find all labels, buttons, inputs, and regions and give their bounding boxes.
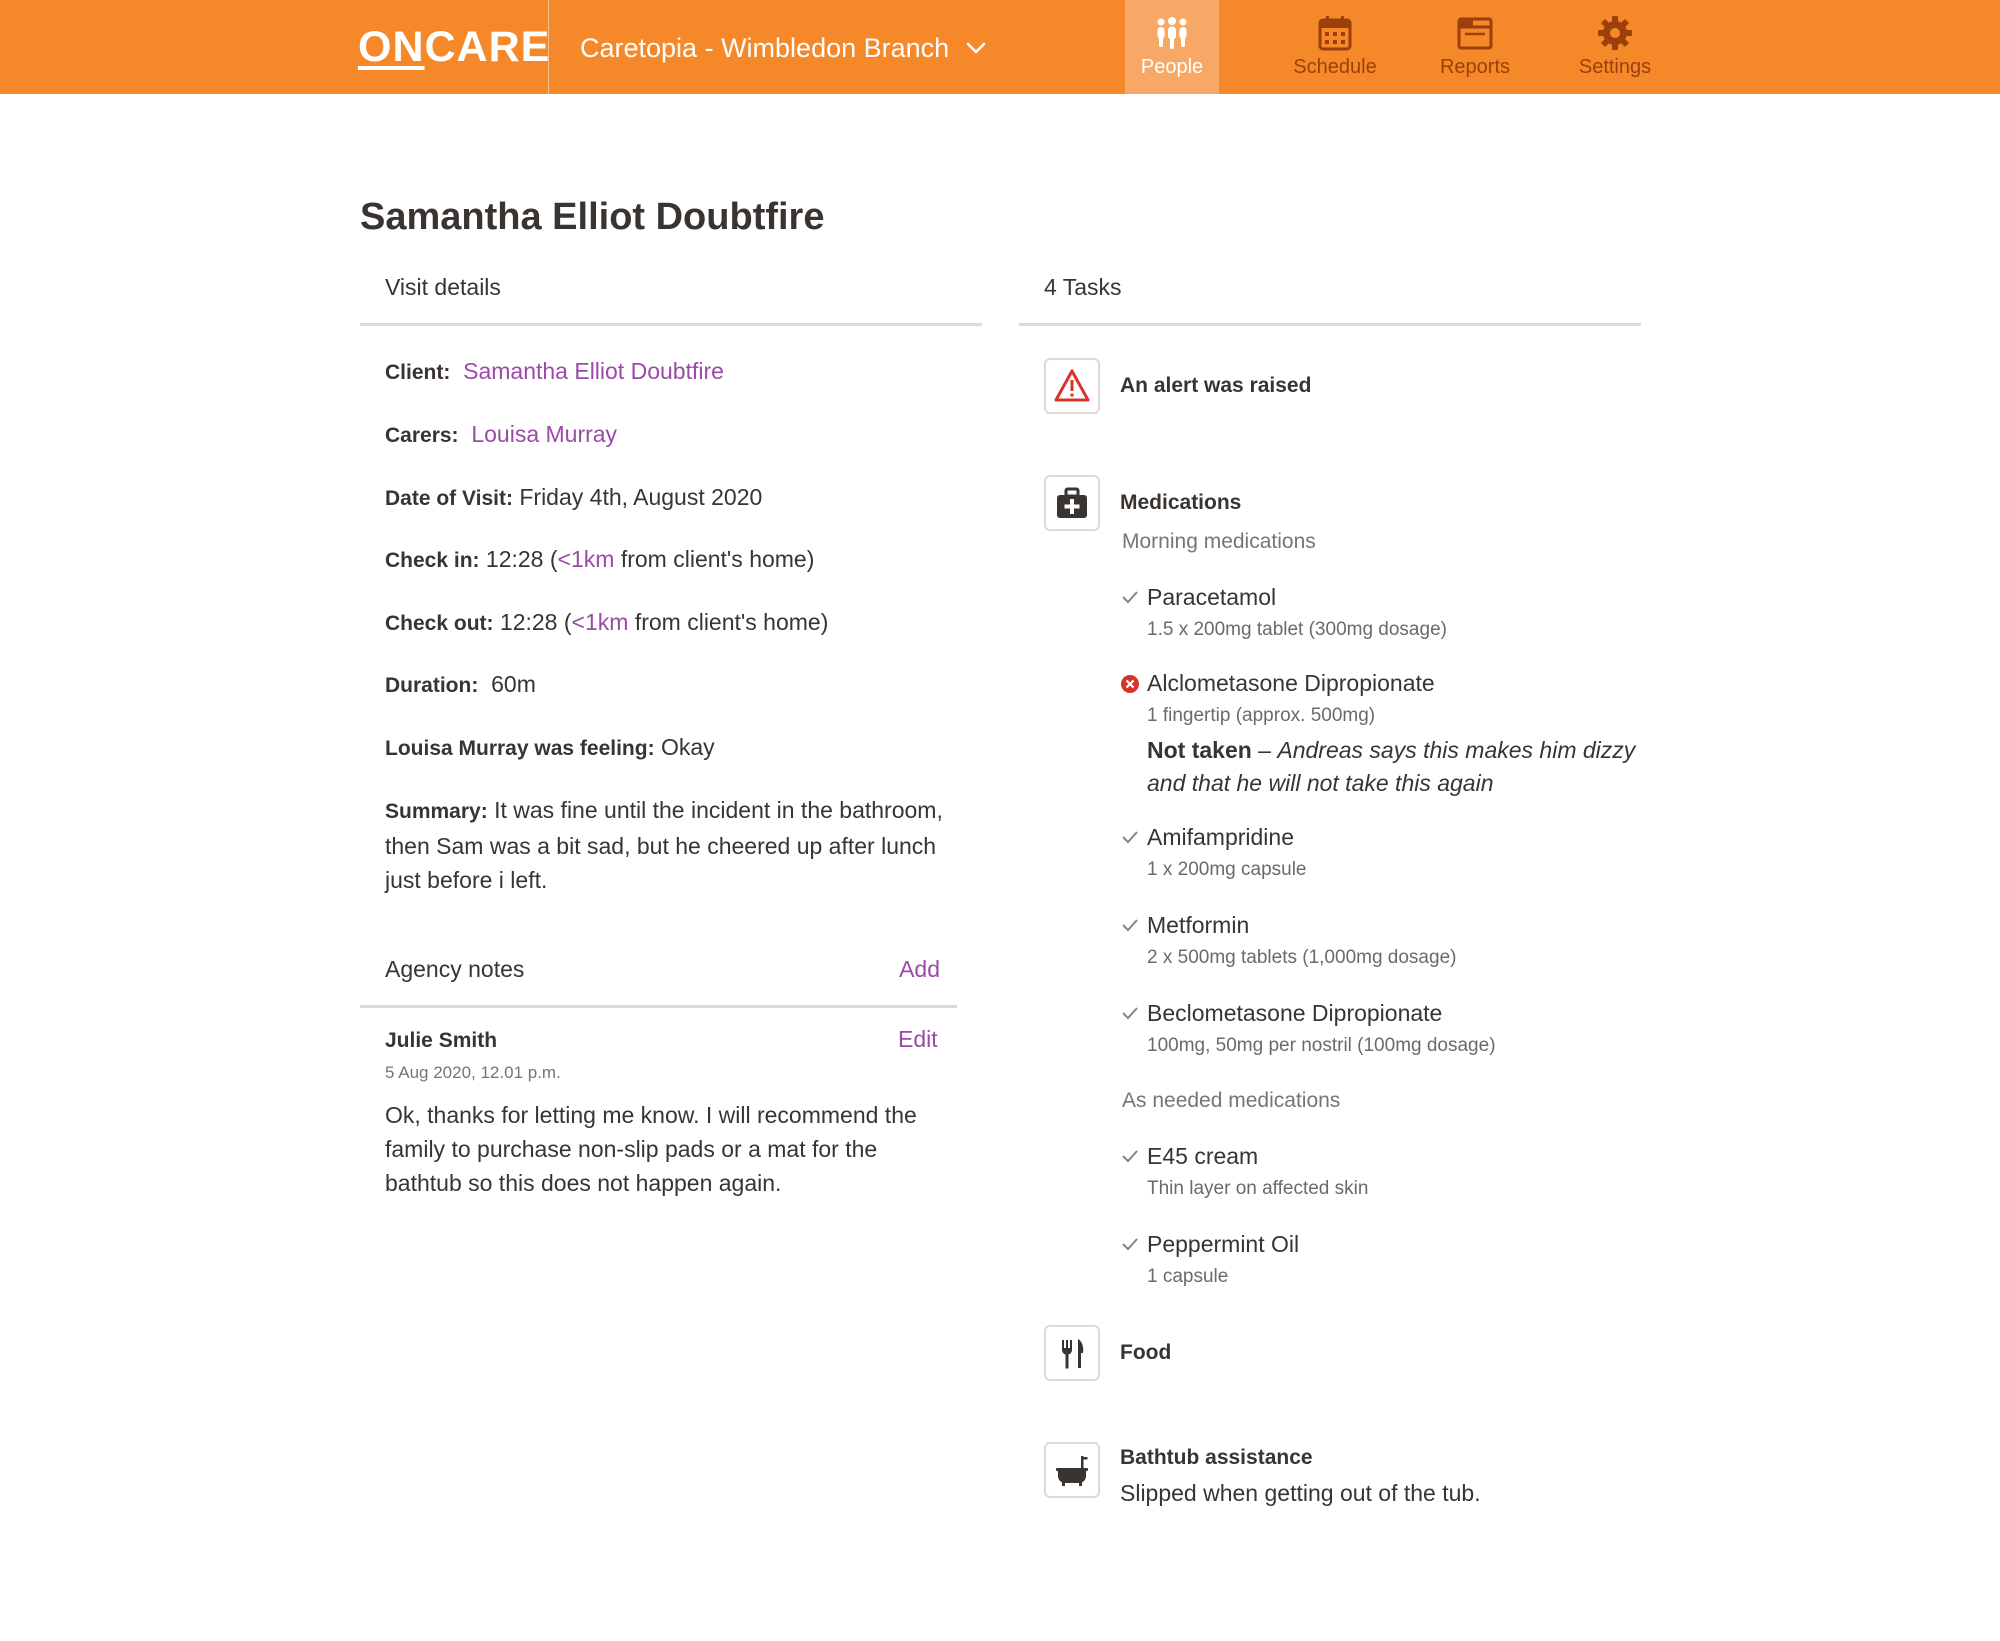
med-name: Beclometasone Dipropionate bbox=[1147, 1000, 1443, 1026]
bathtub-icon bbox=[1054, 1452, 1090, 1488]
note-author: Julie Smith bbox=[385, 1029, 498, 1052]
branch-name: Caretopia - Wimbledon Branch bbox=[580, 32, 950, 63]
warning-icon bbox=[1054, 368, 1090, 404]
morning-medications-heading: Morning medications bbox=[1122, 530, 1316, 553]
oncare-logo[interactable] bbox=[358, 22, 550, 72]
detail-date bbox=[385, 480, 975, 516]
reports-icon bbox=[1456, 14, 1494, 52]
date-value: Friday 4th, August 2020 bbox=[519, 484, 763, 510]
food-task-title: Food bbox=[1120, 1341, 1172, 1364]
checkin-label: Check in: bbox=[385, 549, 480, 572]
med-name: Paracetamol bbox=[1147, 584, 1277, 610]
summary-value: It was fine until the incident in the bathroom, then Sam was a bit sad, but he cheered up after lunch just before i left. bbox=[385, 797, 943, 893]
fork-knife-icon bbox=[1054, 1335, 1090, 1371]
med-detail: 1 capsule bbox=[1147, 1266, 1229, 1287]
detail-carers bbox=[385, 417, 975, 453]
error-x-icon bbox=[1121, 675, 1139, 693]
med-name: Amifampridine bbox=[1147, 824, 1294, 850]
checkin-suffix: from client's home) bbox=[620, 546, 815, 572]
chevron-down-icon bbox=[965, 37, 987, 59]
med-detail: 1.5 x 200mg tablet (300mg dosage) bbox=[1147, 619, 1447, 640]
med-detail: 1 fingertip (approx. 500mg) bbox=[1147, 705, 1376, 726]
med-detail: 100mg, 50mg per nostril (100mg dosage) bbox=[1147, 1035, 1496, 1056]
nav-settings-label: Settings bbox=[1578, 56, 1652, 78]
check-icon bbox=[1121, 1004, 1139, 1022]
medical-kit-icon bbox=[1054, 485, 1090, 521]
food-task-icon-box bbox=[1044, 1325, 1100, 1381]
detail-summary bbox=[385, 793, 965, 897]
duration-value: 60m bbox=[491, 671, 536, 697]
alert-task-icon-box bbox=[1044, 358, 1100, 414]
checkin-distance-link[interactable]: <1km bbox=[557, 546, 615, 572]
med-name: Metformin bbox=[1147, 912, 1250, 938]
nav-reports[interactable] bbox=[1405, 0, 1545, 94]
detail-feeling bbox=[385, 730, 975, 766]
client-link[interactable]: Samantha Elliot Doubtfire bbox=[463, 358, 724, 384]
feeling-label: Louisa Murray was feeling: bbox=[385, 737, 655, 760]
checkout-time: 12:28 bbox=[499, 609, 558, 635]
nav-schedule-label: Schedule bbox=[1293, 56, 1377, 78]
check-icon bbox=[1121, 828, 1139, 846]
nav-schedule[interactable] bbox=[1265, 0, 1405, 94]
medications-task-icon-box bbox=[1044, 475, 1100, 531]
check-icon bbox=[1121, 1147, 1139, 1165]
tasks-heading: 4 Tasks bbox=[1044, 274, 1122, 300]
check-icon bbox=[1121, 588, 1139, 606]
nav-reports-label: Reports bbox=[1439, 56, 1511, 78]
checkout-distance-link[interactable]: <1km bbox=[571, 609, 629, 635]
check-icon bbox=[1121, 916, 1139, 934]
note-text: Ok, thanks for letting me know. I will recommend the family to purchase non-slip pads or a mat for the bathtub so this does not happen again. bbox=[385, 1102, 917, 1196]
summary-label: Summary: bbox=[385, 800, 488, 823]
visit-details-heading: Visit details bbox=[385, 274, 501, 300]
bathtub-task-title: Bathtub assistance bbox=[1120, 1446, 1313, 1469]
med-detail: Thin layer on affected skin bbox=[1147, 1178, 1369, 1199]
med-name: Peppermint Oil bbox=[1147, 1231, 1300, 1257]
main-nav bbox=[1125, 0, 1685, 94]
duration-label: Duration: bbox=[385, 674, 479, 697]
date-label: Date of Visit: bbox=[385, 487, 513, 510]
checkout-label: Check out: bbox=[385, 612, 494, 635]
check-icon bbox=[1121, 1235, 1139, 1253]
as-needed-medications-heading: As needed medications bbox=[1122, 1089, 1341, 1112]
nav-settings[interactable] bbox=[1545, 0, 1685, 94]
branch-selector[interactable] bbox=[580, 28, 987, 68]
visit-details-header bbox=[360, 264, 982, 326]
note-date: 5 Aug 2020, 12.01 p.m. bbox=[385, 1063, 561, 1082]
detail-checkout: Check out: 12:28 (<1km from client's home) bbox=[385, 609, 829, 635]
medications-task-title: Medications bbox=[1120, 491, 1242, 514]
edit-note-button[interactable]: Edit bbox=[898, 1026, 938, 1052]
not-taken-label: Not taken bbox=[1147, 737, 1252, 763]
detail-checkin: Check in: 12:28 (<1km from client's home) bbox=[385, 546, 815, 572]
client-label: Client: bbox=[385, 361, 451, 384]
logo-on: ON bbox=[358, 23, 425, 71]
gear-icon bbox=[1596, 14, 1634, 52]
med-detail: 2 x 500mg tablets (1,000mg dosage) bbox=[1147, 947, 1457, 968]
header-divider bbox=[548, 0, 549, 94]
checkout-suffix: from client's home) bbox=[634, 609, 829, 635]
agency-notes-header bbox=[360, 950, 957, 1008]
bathtub-task-icon-box bbox=[1044, 1442, 1100, 1498]
calendar-icon bbox=[1316, 14, 1354, 52]
med-name: Alclometasone Dipropionate bbox=[1147, 670, 1435, 696]
carer-link[interactable]: Louisa Murray bbox=[471, 421, 618, 447]
detail-client bbox=[385, 354, 975, 390]
alert-task-title: An alert was raised bbox=[1120, 374, 1312, 397]
top-bar bbox=[0, 0, 2000, 94]
add-note-button[interactable]: Add bbox=[899, 956, 940, 982]
feeling-value: Okay bbox=[660, 734, 715, 760]
people-icon bbox=[1153, 14, 1191, 52]
detail-duration bbox=[385, 667, 975, 703]
not-taken-note: Not taken – Andreas says this makes him dizzy and that he will not take this again bbox=[1147, 737, 1636, 796]
nav-people-label: People bbox=[1140, 56, 1204, 78]
page-title: Samantha Elliot Doubtfire bbox=[360, 196, 825, 238]
not-taken-reason: Andreas says this makes him dizzy and that he will not take this again bbox=[1147, 737, 1636, 796]
checkin-time: 12:28 bbox=[485, 546, 544, 572]
nav-people[interactable] bbox=[1125, 0, 1219, 94]
carers-label: Carers: bbox=[385, 424, 459, 447]
med-name: E45 cream bbox=[1147, 1143, 1259, 1169]
med-detail: 1 x 200mg capsule bbox=[1147, 859, 1307, 880]
bathtub-task-note: Slipped when getting out of the tub. bbox=[1120, 1480, 1481, 1506]
logo-care: CARE bbox=[424, 23, 551, 71]
tasks-header bbox=[1019, 264, 1641, 326]
agency-notes-heading: Agency notes bbox=[385, 956, 525, 982]
